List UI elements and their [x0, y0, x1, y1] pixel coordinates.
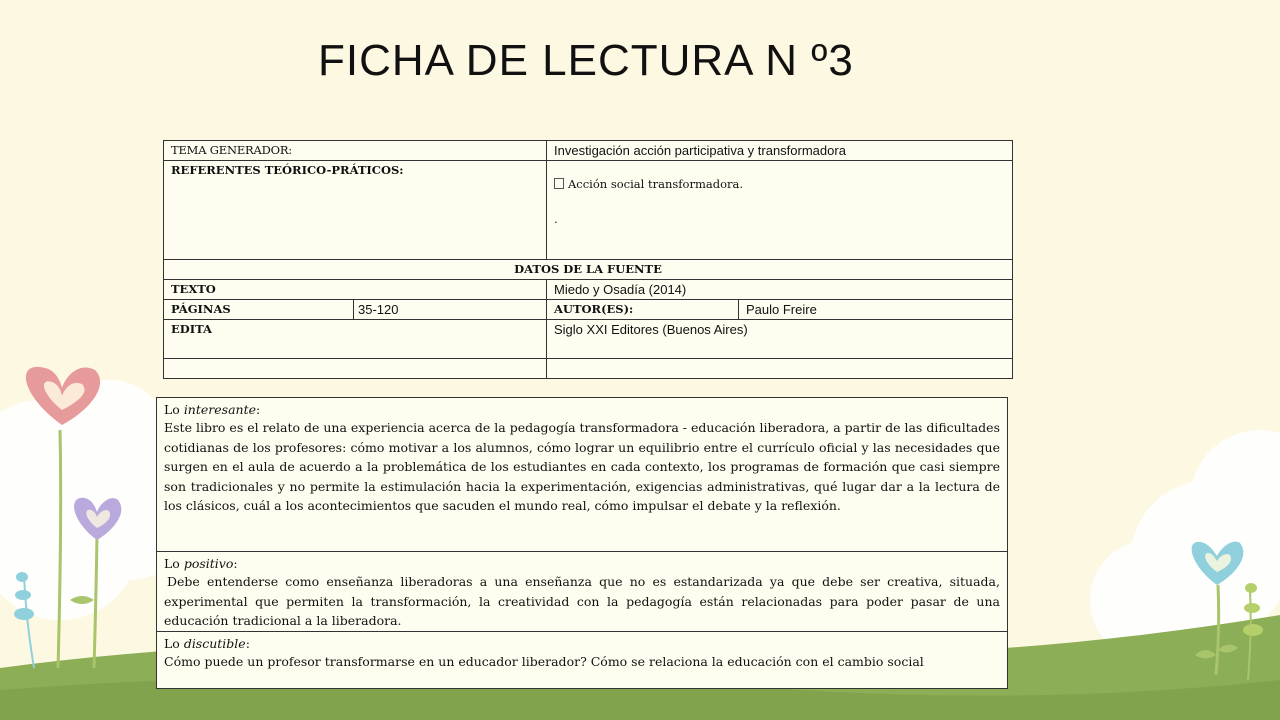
discutible-text: Cómo puede un profesor transformarse en un educador liberador? Cómo se relaciona la educación con el cambio social: [164, 654, 924, 669]
discutible-section: [157, 632, 1007, 675]
datos-row: [164, 260, 1013, 280]
referentes-row: [164, 161, 1013, 260]
texto-label: TEXTO: [164, 280, 547, 300]
paginas-value: 35-120: [354, 300, 547, 320]
tema-row: [164, 141, 1013, 161]
heading-word: discutible: [183, 636, 246, 651]
missing-glyph-icon: [554, 178, 564, 189]
paginas-label: PÁGINAS: [164, 300, 354, 320]
empty-cell: [164, 359, 547, 379]
empty-row: [164, 359, 1013, 379]
heading-prefix: Lo: [164, 636, 184, 651]
interesante-text: Este libro es el relato de una experiencia acerca de la pedagogía transformadora - educación liberadora, a partir de las dificultades cotidianas de los profesores: cómo motivar a los alumnos, cómo lograr un equilibrio entre el currículo oficial y las necesidades que surgen en el aula de acuerdo a la problemática de los estudiantes en cada contexto, los programas de formación que casi siempre son tradicionales y no permite la estimulación hacia la experimentación, exigencias administrativas, qué lugar dar a la lectura de los clásicos, cuál a los acontecimientos que sacuden el mundo real, cómo impulsar el debate y la reflexión.: [164, 420, 1000, 513]
interesante-heading: Lo interesante:: [164, 402, 261, 417]
positivo-text: Debe entenderse como enseñanza liberadoras a una enseñanza que no es estandarizada ya que debe ser creativa, situada, experimental que permiten la transformación, la creatividad con la pedagogía están relacionadas para poder pasar de una educación tradicional a la liberadora.: [164, 574, 1000, 628]
edita-label: EDITA: [164, 320, 547, 359]
discutible-heading: Lo discutible:: [164, 636, 250, 651]
edita-value: Siglo XXI Editores (Buenos Aires): [547, 320, 1013, 359]
ficha-table: [163, 140, 1013, 379]
tema-label: TEMA GENERADOR:: [164, 141, 547, 161]
referentes-item-text: Acción social transformadora.: [568, 177, 743, 191]
referentes-item: [554, 177, 1005, 192]
page-title: FICHA DE LECTURA N º3: [318, 36, 854, 85]
referentes-content: [547, 161, 1013, 260]
tema-value: Investigación acción participativa y transformadora: [547, 141, 1013, 161]
autor-label: AUTOR(ES):: [547, 300, 739, 320]
positivo-heading: Lo positivo:: [164, 556, 238, 571]
heading-prefix: Lo: [164, 402, 184, 417]
texto-value: Miedo y Osadía (2014): [547, 280, 1013, 300]
referentes-label: REFERENTES TEÓRICO-PRÁTICOS:: [164, 161, 547, 260]
positivo-section: [157, 552, 1007, 632]
texto-row: [164, 280, 1013, 300]
interesante-section: [157, 398, 1007, 552]
paginas-row: [164, 300, 1013, 320]
heading-prefix: Lo: [164, 556, 184, 571]
heading-word: positivo: [183, 556, 234, 571]
autor-value: Paulo Freire: [739, 300, 1013, 320]
empty-cell: [547, 359, 1013, 379]
referentes-dot: .: [554, 212, 558, 226]
edita-row: [164, 320, 1013, 359]
datos-fuente-header: DATOS DE LA FUENTE: [164, 260, 1013, 280]
analysis-panel: [156, 397, 1008, 689]
heading-word: interesante: [183, 402, 256, 417]
